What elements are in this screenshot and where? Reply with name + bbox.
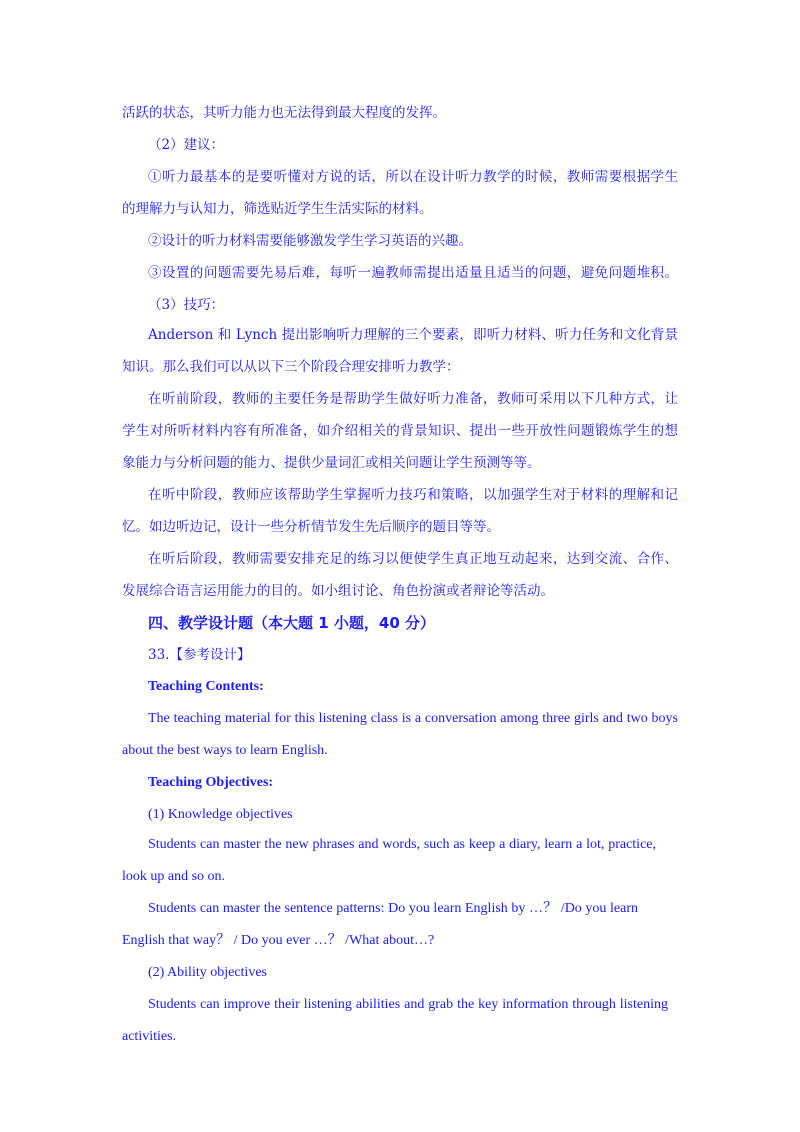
- teaching-contents-heading: Teaching Contents:: [148, 679, 264, 694]
- subheading-suggestions: （2）建议：: [148, 137, 225, 153]
- paragraph-line: 发展综合语言运用能力的目的。如小组讨论、角色扮演或者辩论等活动。: [122, 583, 554, 599]
- paragraph-line: activities.: [122, 1029, 177, 1044]
- paragraph-line: Students can improve their listening abilities and grab the key information through listening: [148, 997, 668, 1012]
- knowledge-objectives-label: (1) Knowledge objectives: [148, 807, 293, 822]
- paragraph-line: English that way？ / Do you ever …？ /What about…?: [122, 933, 435, 948]
- reference-design-label: 33.【参考设计】: [148, 647, 251, 663]
- paragraph-line: 在听前阶段，教师的主要任务是帮助学生做好听力准备，教师可采用以下几种方式，让: [148, 391, 678, 407]
- paragraph-line: Students can master the sentence patterns: Do you learn English by …？ /Do you learn: [148, 901, 638, 916]
- subheading-techniques: （3）技巧：: [148, 297, 225, 313]
- paragraph-line: ①听力最基本的是要听懂对方说的话，所以在设计听力教学的时候，教师需要根据学生: [148, 169, 678, 185]
- section-heading: 四、教学设计题（本大题 1 小题，40 分）: [148, 614, 435, 632]
- paragraph-line: look up and so on.: [122, 869, 226, 884]
- paragraph-line: Students can master the new phrases and words, such as keep a diary, learn a lot, practice,: [148, 837, 656, 852]
- paragraph-line: Anderson 和 Lynch 提出影响听力理解的三个要素，即听力材料、听力任务和文化背景: [148, 327, 678, 343]
- paragraph-line: ②设计的听力材料需要能够激发学生学习英语的兴趣。: [148, 233, 472, 249]
- paragraph-line: 学生对所听材料内容有所准备，如介绍相关的背景知识、提出一些开放性问题锻炼学生的想: [122, 423, 678, 439]
- ability-objectives-label: (2) Ability objectives: [148, 965, 267, 980]
- paragraph-line: 在听中阶段，教师应该帮助学生掌握听力技巧和策略，以加强学生对于材料的理解和记: [148, 487, 678, 503]
- paragraph-line: ③设置的问题需要先易后难，每听一遍教师需提出适量且适当的问题，避免问题堆积。: [148, 265, 678, 281]
- paragraph-line: 活跃的状态，其听力能力也无法得到最大程度的发挥。: [122, 105, 446, 121]
- paragraph-line: The teaching material for this listening class is a conversation among three girls and two boys: [148, 711, 678, 726]
- teaching-objectives-heading: Teaching Objectives:: [148, 775, 274, 790]
- paragraph-line: 忆。如边听边记，设计一些分析情节发生先后顺序的题目等等。: [122, 519, 500, 535]
- paragraph-line: 象能力与分析问题的能力、提供少量词汇或相关问题让学生预测等等。: [122, 455, 541, 471]
- paragraph-line: about the best ways to learn English.: [122, 743, 328, 758]
- paragraph-line: 知识。那么我们可以从以下三个阶段合理安排听力教学：: [122, 359, 460, 375]
- paragraph-line: 的理解力与认知力，筛选贴近学生生活实际的材料。: [122, 201, 433, 217]
- paragraph-line: 在听后阶段，教师需要安排充足的练习以便使学生真正地互动起来，达到交流、合作、: [148, 551, 678, 567]
